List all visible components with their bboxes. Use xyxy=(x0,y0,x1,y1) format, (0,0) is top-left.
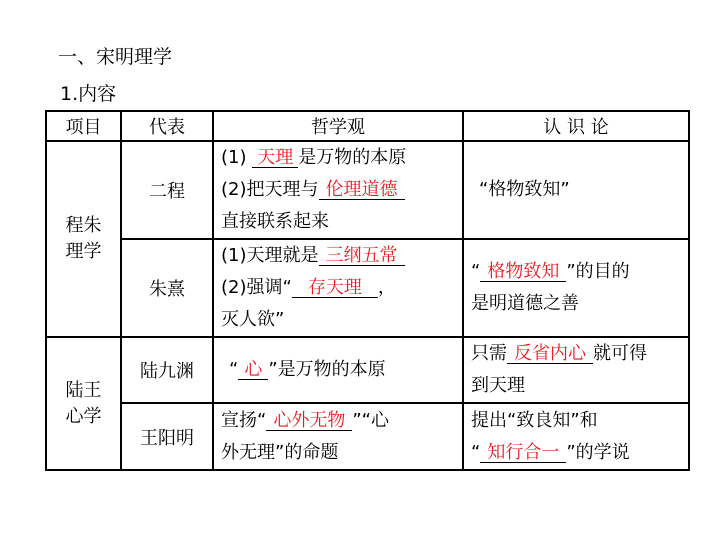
header-epistemology: 认 识 论 xyxy=(463,111,689,141)
epist-zhu-xi: “ 格物致知 ”的目的 是明道德之善 xyxy=(463,239,689,337)
table-row xyxy=(46,141,689,239)
phil-zhu-xi: (1)天理就是 三纲五常 (2)强调“ 存天理 ， 灭人欲” xyxy=(213,239,463,337)
group-cheng-zhu: 程朱理学 xyxy=(46,141,121,337)
table-row xyxy=(46,403,689,470)
answer-blank: 心 xyxy=(238,361,268,380)
epist-wang-yangming: 提出“致良知”和 “ 知行合一 ”的学说 xyxy=(463,403,689,470)
epist-er-cheng: “格物致知” xyxy=(463,141,689,239)
answer-blank: 心外无物 xyxy=(266,412,352,431)
answer-blank: 格物致知 xyxy=(480,263,566,282)
answer-blank: 伦理道德 xyxy=(319,181,405,200)
header-row xyxy=(46,111,689,141)
phil-lu-jiuyuan: “ 心 ”是万物的本原 xyxy=(213,337,463,403)
rep-wang-yangming: 王阳明 xyxy=(121,403,213,470)
header-item: 项目 xyxy=(46,111,121,141)
answer-blank: 反省内心 xyxy=(507,345,593,364)
content-table xyxy=(45,110,690,471)
phil-wang-yangming: 宣扬“ 心外无物 ”“心 外无理”的命题 xyxy=(213,403,463,470)
phil-er-cheng: (1) 天理 是万物的本原 (2)把天理与 伦理道德 直接联系起来 xyxy=(213,141,463,239)
rep-er-cheng: 二程 xyxy=(121,141,213,239)
table-row xyxy=(46,239,689,337)
rep-lu-jiuyuan: 陆九渊 xyxy=(121,337,213,403)
answer-blank: 知行合一 xyxy=(480,444,566,463)
answer-blank: 三纲五常 xyxy=(319,247,405,266)
sub-heading: 1.内容 xyxy=(60,83,117,105)
header-representative: 代表 xyxy=(121,111,213,141)
table-row xyxy=(46,337,689,403)
rep-zhu-xi: 朱熹 xyxy=(121,239,213,337)
group-lu-wang: 陆王心学 xyxy=(46,337,121,470)
answer-blank: 天理 xyxy=(252,149,298,168)
epist-lu-jiuyuan: 只需 反省内心 就可得 到天理 xyxy=(463,337,689,403)
header-philosophy: 哲学观 xyxy=(213,111,463,141)
section-heading: 一、宋明理学 xyxy=(58,46,173,68)
answer-blank: 存天理 xyxy=(292,279,378,298)
